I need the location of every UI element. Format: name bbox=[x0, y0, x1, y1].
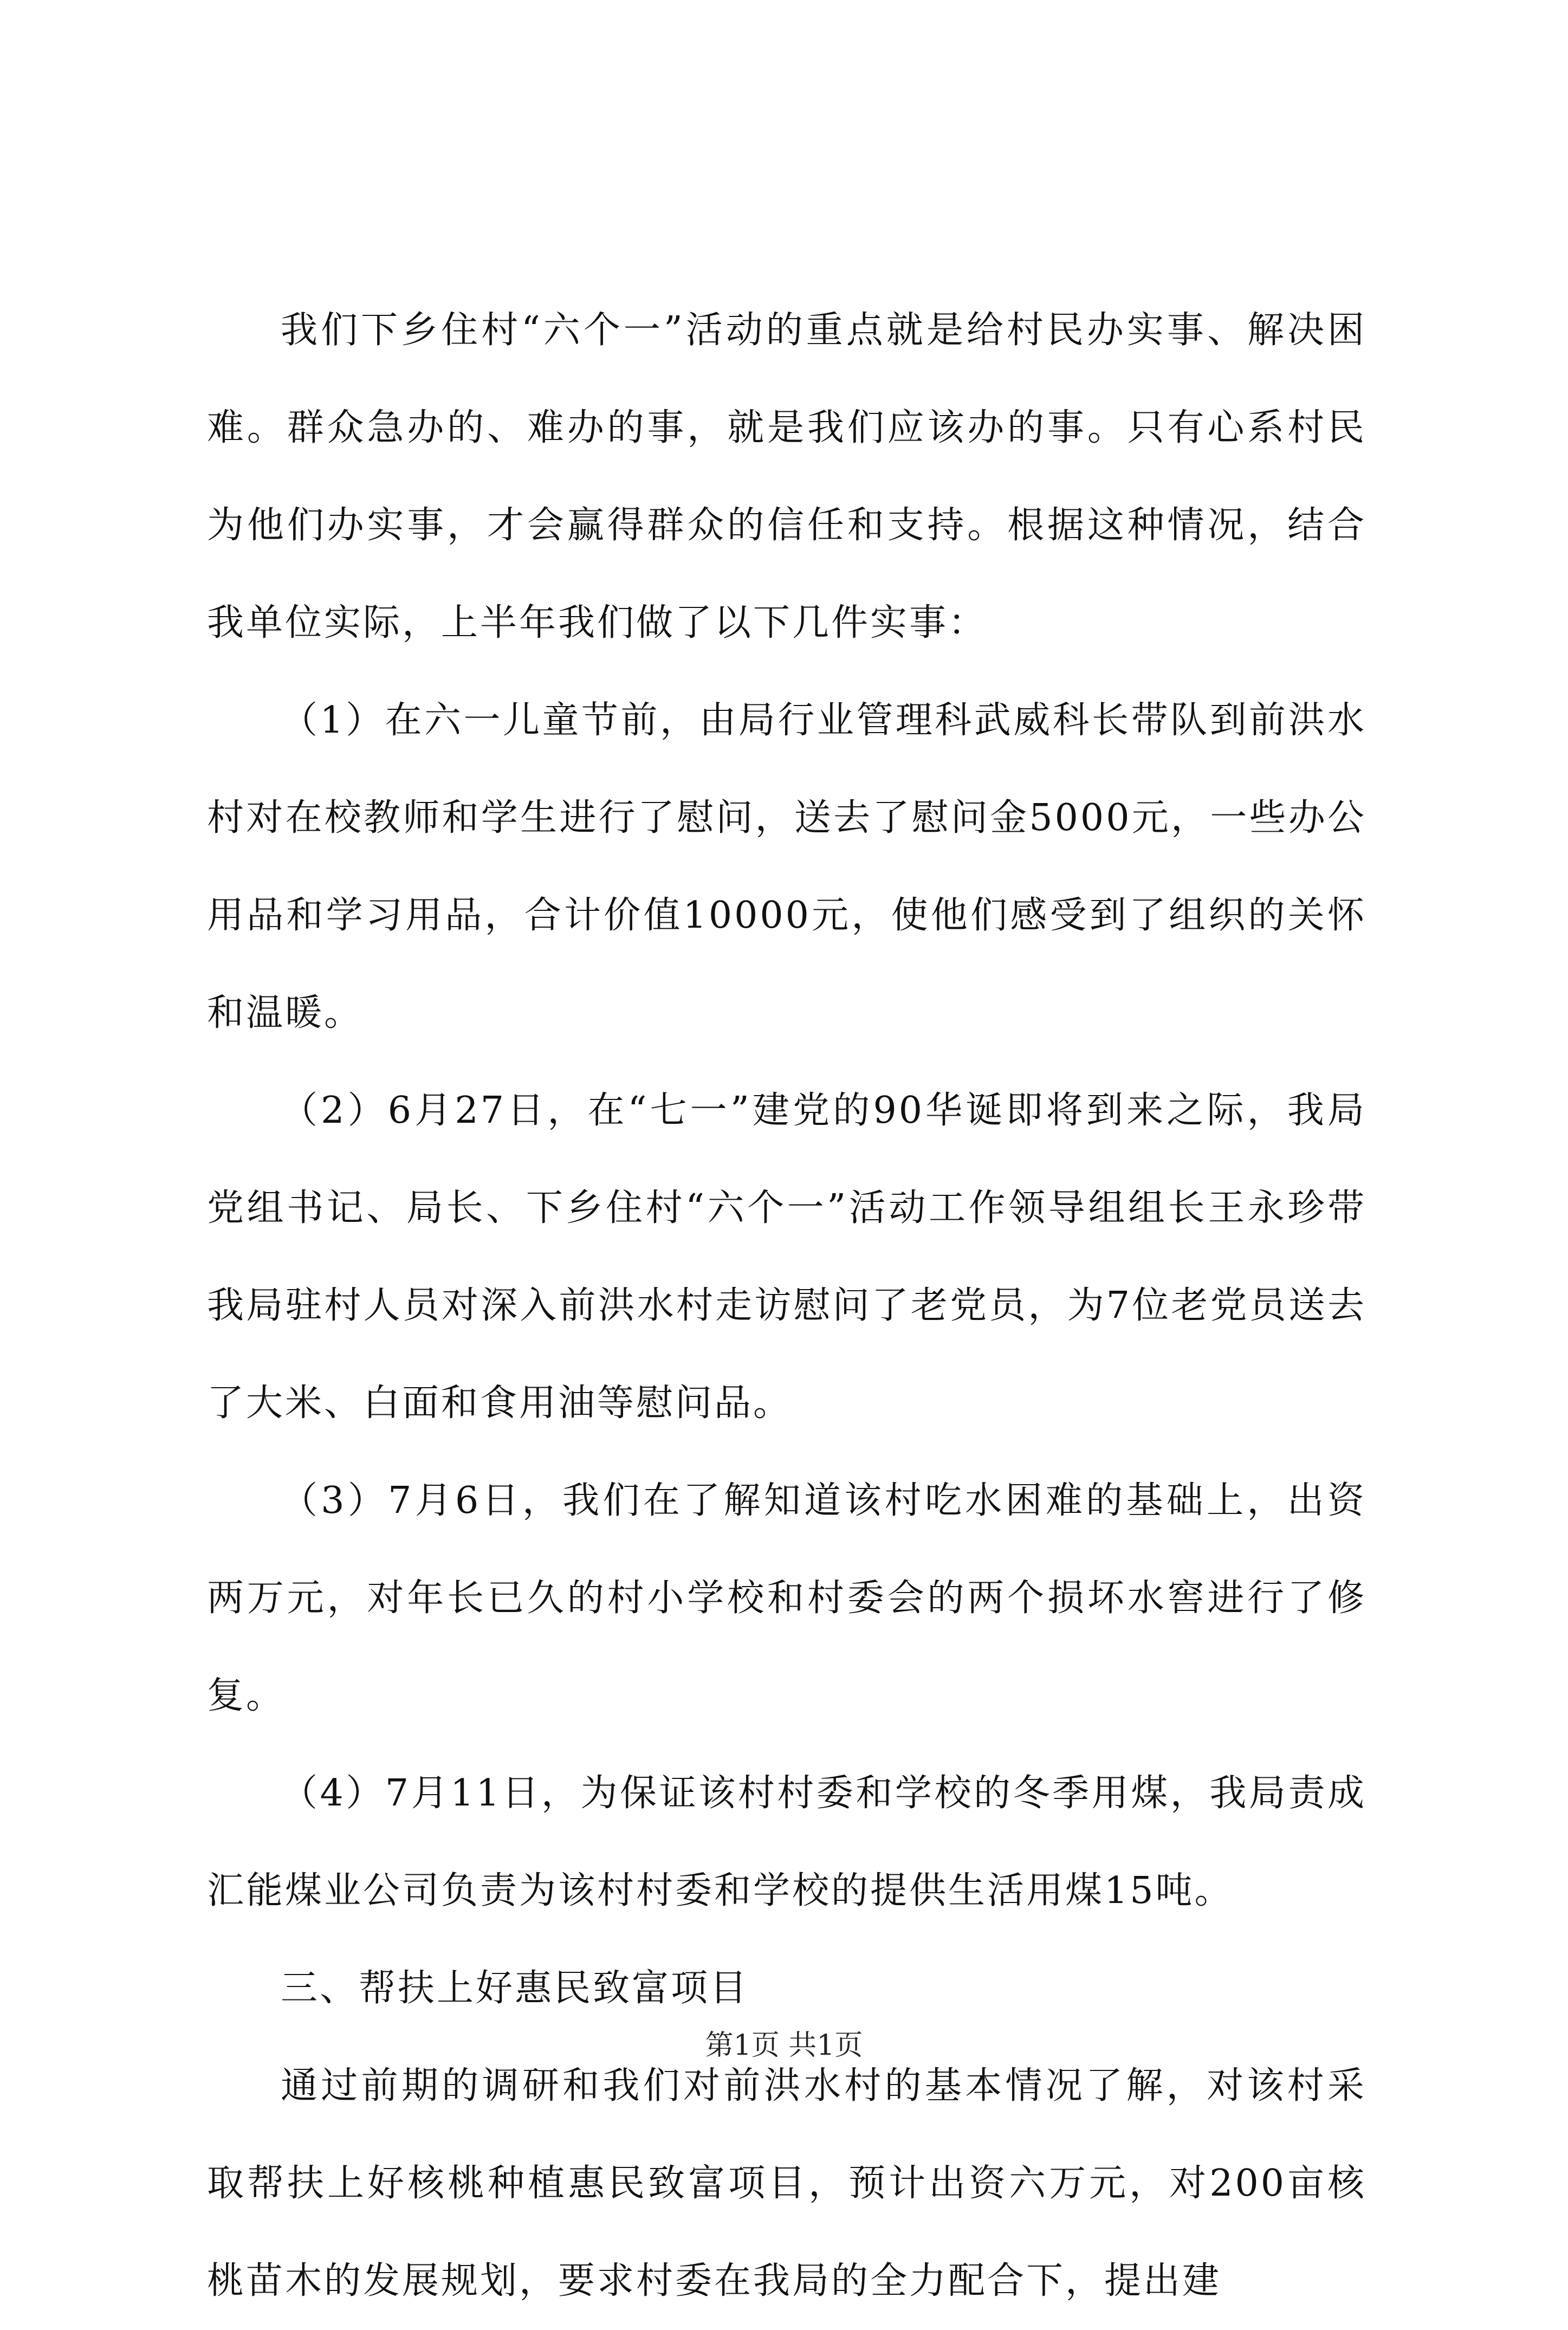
paragraph-item-3: （3）7月6日，我们在了解知道该村吃水困难的基础上，出资两万元，对年长已久的村小学校和村委会的两个损坏水窖进行了修复。 bbox=[207, 1479, 1366, 1717]
document-body bbox=[207, 282, 1366, 2330]
paragraph-section-body: 通过前期的调研和我们对前洪水村的基本情况了解，对该村采取帮扶上好核桃种植惠民致富项目，预计出资六万元，对200亩核桃苗木的发展规划，要求村委在我局的全力配合下，提出建 bbox=[207, 2064, 1366, 2302]
paragraph-item-2: （2）6月27日，在“七一”建党的90华诞即将到来之际，我局党组书记、局长、下乡住村“六个一”活动工作领导组组长王永珍带我局驻村人员对深入前洪水村走访慰问了老党员，为7位老党员送去了大米、白面和食用油等慰问品。 bbox=[207, 1089, 1366, 1425]
paragraph-intro: 我们下乡住村“六个一”活动的重点就是给村民办实事、解决困难。群众急办的、难办的事，就是我们应该办的事。只有心系村民为他们办实事，才会赢得群众的信任和支持。根据这种情况，结合我单位实际，上半年我们做了以下几件实事： bbox=[207, 309, 1366, 644]
section-heading: 三、帮扶上好惠民致富项目 bbox=[281, 1967, 749, 2010]
paragraph-item-1: （1）在六一儿童节前，由局行业管理科武威科长带队到前洪水村对在校教师和学生进行了慰问，送去了慰问金5000元，一些办公用品和学习用品，合计价值10000元，使他们感受到了组织的关怀和温暖。 bbox=[207, 699, 1366, 1034]
page-footer: 第1页 共1页 bbox=[705, 2029, 863, 2062]
paragraph-item-4: （4）7月11日，为保证该村村委和学校的冬季用煤，我局责成汇能煤业公司负责为该村村委和学校的提供生活用煤15吨。 bbox=[207, 1772, 1366, 1912]
